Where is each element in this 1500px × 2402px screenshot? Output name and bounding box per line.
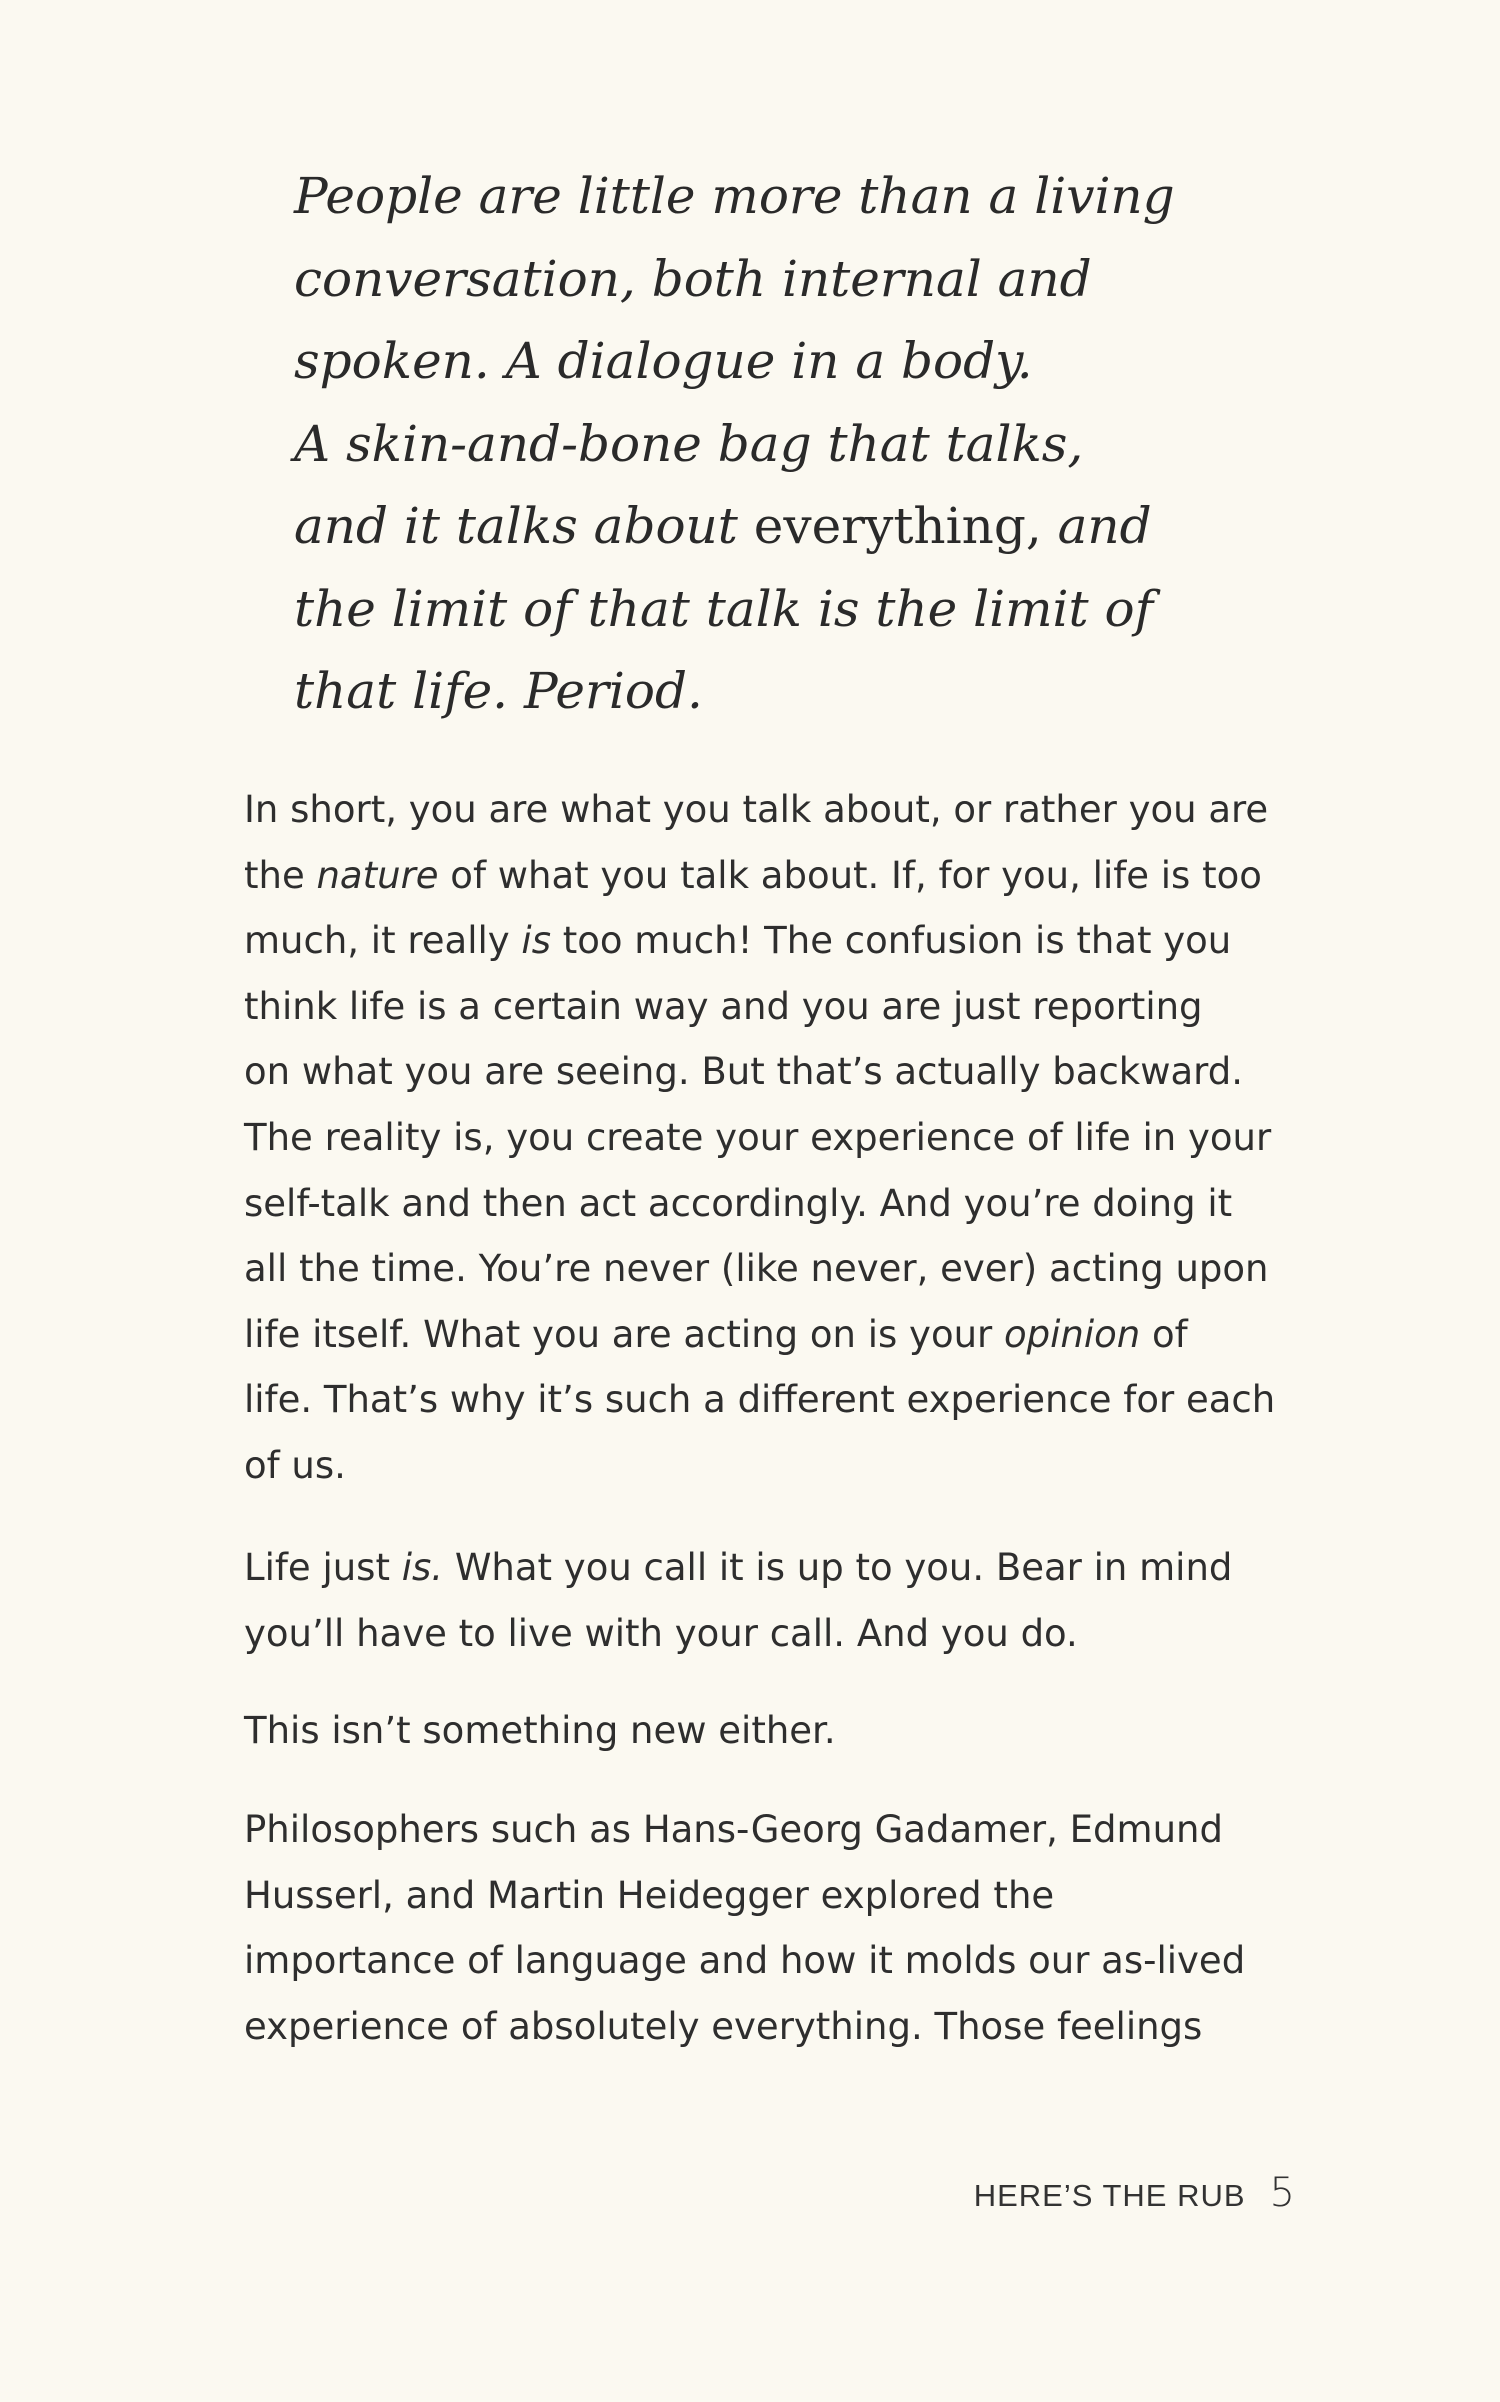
text-span: of what you talk about. If, for you, life is too: [438, 853, 1262, 897]
paragraph-4: [244, 1797, 1304, 2059]
text-line: [244, 908, 1304, 974]
text-line: [244, 1535, 1304, 1601]
epigraph-quote: [294, 155, 1294, 733]
text-line: In short, you are what you talk about, or rather you are: [244, 788, 1269, 831]
text-line: Husserl, and Martin Heidegger explored the: [244, 1873, 1055, 1917]
text-line: life. That’s why it’s such a different experience for each: [244, 1378, 1276, 1422]
text-line: on what you are seeing. But that’s actually backward.: [244, 1050, 1243, 1094]
text-span: of: [1140, 1312, 1188, 1356]
epigraph-line: spoken. A dialogue in a body.: [294, 332, 1033, 390]
epigraph-text: and: [1041, 497, 1152, 555]
epigraph-line: People are little more than a living: [294, 167, 1175, 225]
page-footer: [974, 2170, 1295, 2216]
text-line: think life is a certain way and you are just reporting: [244, 984, 1203, 1028]
paragraph-1: [244, 777, 1304, 1499]
text-span: What you call it is up to you. Bear in mind: [443, 1546, 1233, 1589]
emphasis-text: is: [521, 919, 551, 963]
text-line: Philosophers such as Hans-Georg Gadamer, Edmund: [244, 1808, 1223, 1851]
epigraph-roman-text: everything,: [753, 497, 1042, 555]
text-line: [244, 843, 1304, 909]
text-line: all the time. You’re never (like never, ever) acting upon: [244, 1247, 1269, 1291]
text-line: [244, 1302, 1304, 1368]
paragraph-3: [244, 1698, 1304, 1764]
text-span: much, it really: [244, 919, 522, 963]
text-line: self-talk and then act accordingly. And you’re doing it: [244, 1181, 1233, 1225]
text-line: The reality is, you create your experience of life in your: [244, 1115, 1272, 1159]
epigraph-line: that life. Period.: [294, 662, 703, 720]
emphasis-text: is.: [401, 1546, 444, 1589]
emphasis-text: opinion: [1004, 1312, 1141, 1356]
epigraph-text: and it talks about: [294, 497, 754, 555]
running-head: HERE’S THE RUB: [973, 2178, 1246, 2213]
text-span: life itself. What you are acting on is your: [244, 1312, 1005, 1356]
page-number: 5: [1269, 2170, 1295, 2216]
epigraph-line: A skin-and-bone bag that talks,: [294, 414, 1084, 473]
epigraph-line: the limit of that talk is the limit of: [294, 579, 1154, 638]
text-line: importance of language and how it molds our as-lived: [244, 1939, 1246, 1983]
text-line: experience of absolutely everything. Those feelings: [244, 2004, 1203, 2048]
text-line: of us.: [244, 1443, 346, 1487]
epigraph-line: conversation, both internal and: [294, 249, 1092, 308]
text-span: the: [244, 853, 317, 897]
paragraph-2: [244, 1535, 1304, 1666]
text-span: Life just: [244, 1546, 402, 1589]
emphasis-text: nature: [316, 853, 439, 897]
epigraph-line: [294, 485, 1294, 568]
text-line: you’ll have to live with your call. And you do.: [244, 1611, 1078, 1655]
text-line: This isn’t something new either.: [244, 1709, 836, 1752]
text-span: too much! The confusion is that you: [550, 919, 1232, 963]
